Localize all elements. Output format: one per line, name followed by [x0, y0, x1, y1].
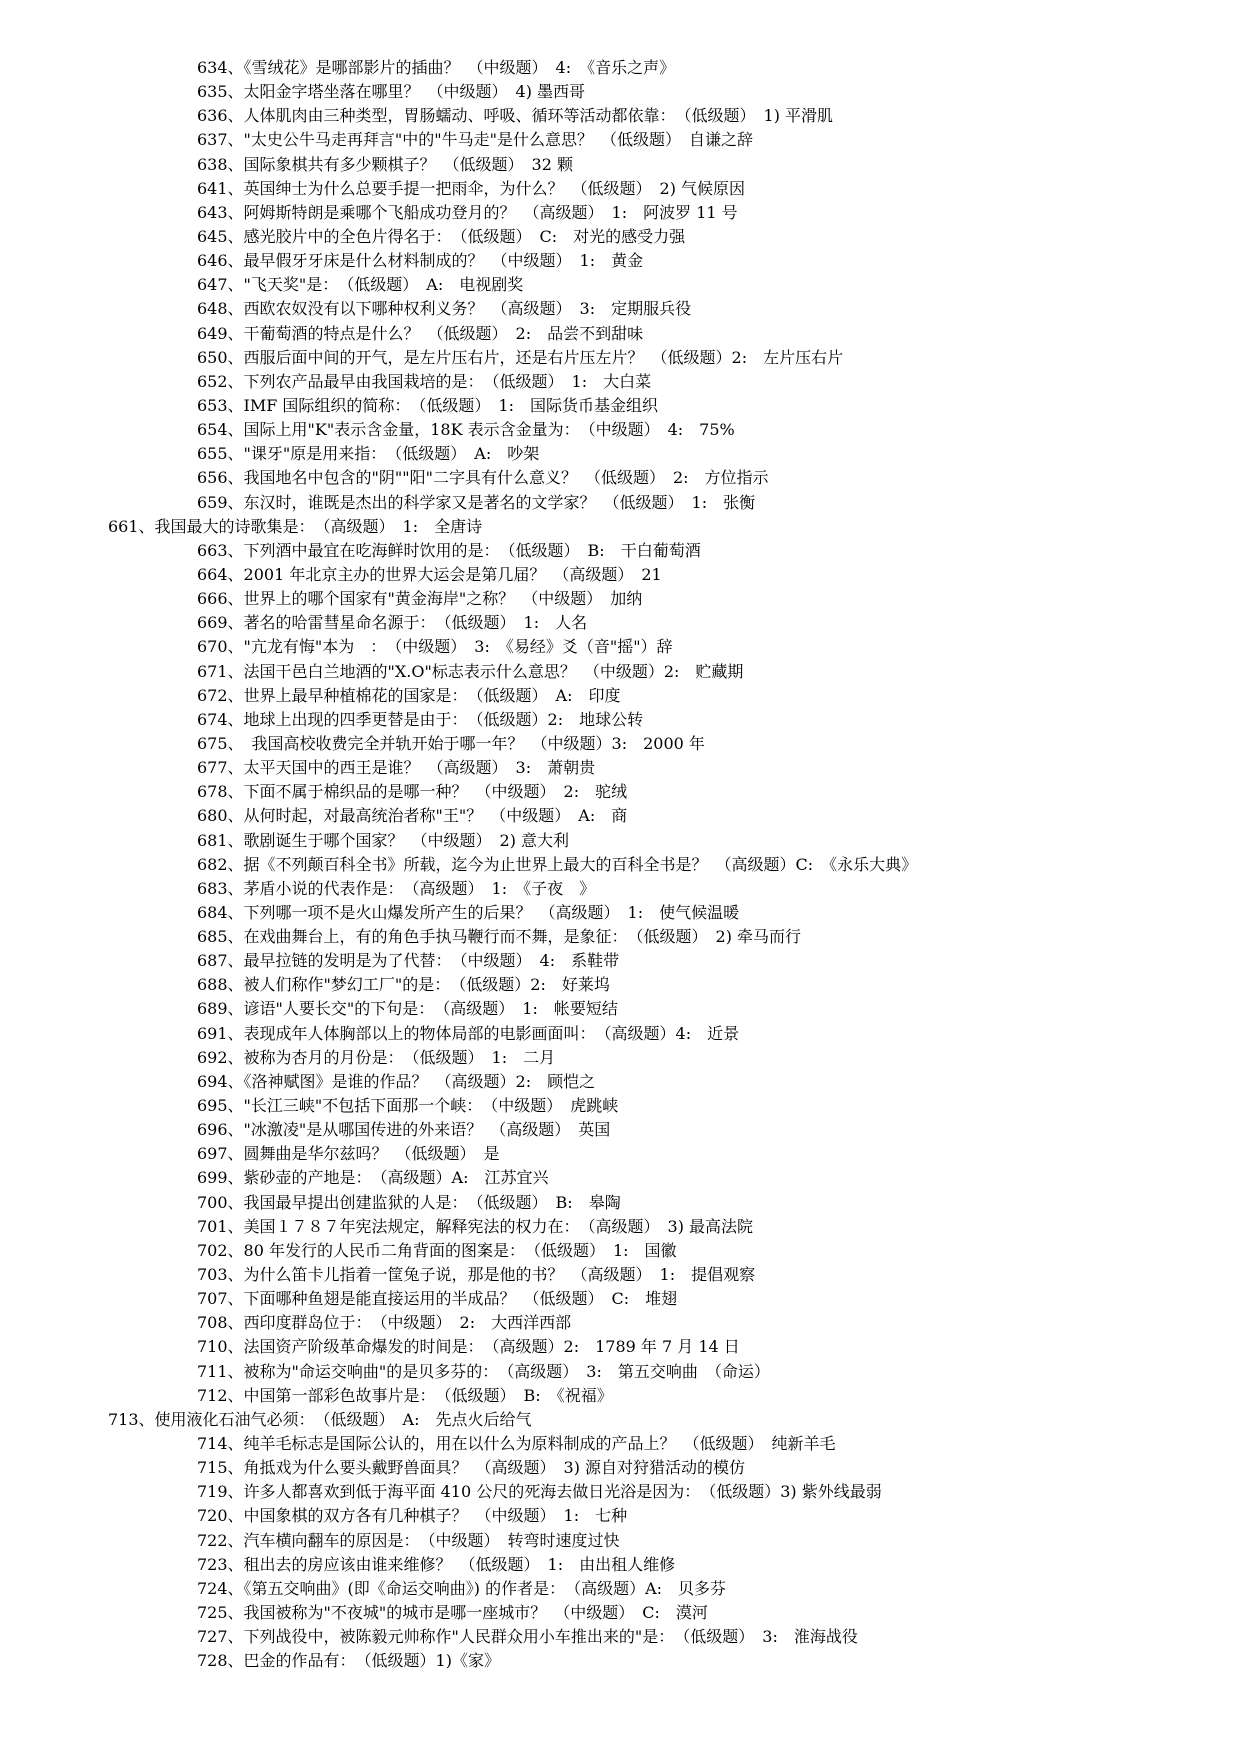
question-line: 728、巴金的作品有： （低级题）1)《家》	[197, 1651, 500, 1671]
question-line: 650、西服后面中间的开气，是左片压右片，还是右片压左片？ （低级题）2: 左片压右片	[197, 347, 844, 367]
question-line: 720、中国象棋的双方各有几种棋子？ （中级题） 1: 七种	[197, 1506, 628, 1526]
question-line: 684、下列哪一项不是火山爆发所产生的后果？ （高级题） 1: 使气候温暖	[197, 902, 740, 922]
question-line: 645、感光胶片中的全色片得名于： （低级题） C: 对光的感受力强	[197, 226, 686, 246]
question-line: 699、紫砂壶的产地是： （高级题）A: 江苏宜兴	[197, 1168, 549, 1188]
question-line: 700、我国最早提出创建监狱的人是： （低级题） B: 皋陶	[197, 1192, 621, 1212]
question-line: 711、被称为"命运交响曲"的是贝多芬的： （高级题） 3: 第五交响曲 （命运）	[197, 1361, 770, 1381]
question-line: 694、《洛神赋图》是谁的作品？ （高级题）2: 顾恺之	[197, 1071, 596, 1091]
question-line: 724、《第五交响曲》(即《命运交响曲》) 的作者是： （高级题）A: 贝多芬	[197, 1578, 727, 1598]
question-line: 649、干葡萄酒的特点是什么？ （低级题） 2: 品尝不到甜味	[197, 323, 644, 343]
question-line: 654、国际上用"K"表示含金量，18K 表示含金量为： （中级题） 4: 75%	[197, 420, 735, 440]
question-line: 687、最早拉链的发明是为了代替： （中级题） 4: 系鞋带	[197, 951, 620, 971]
question-line: 677、太平天国中的西王是谁？ （高级题） 3: 萧朝贵	[197, 758, 596, 778]
question-line: 712、中国第一部彩色故事片是： （低级题） B: 《祝福》	[197, 1385, 613, 1405]
question-line: 670、"亢龙有悔"本为 ： （中级题） 3: 《易经》爻（音"摇"）辞	[197, 637, 673, 657]
question-line: 696、"冰激凌"是从哪国传进的外来语？ （高级题） 英国	[197, 1120, 611, 1140]
question-line: 637、"太史公牛马走再拜言"中的"牛马走"是什么意思？ （低级题） 自谦之辞	[197, 130, 753, 150]
question-line: 701、美国１７８７年宪法规定，解释宪法的权力在： （高级题） 3) 最高法院	[197, 1216, 754, 1236]
question-line: 722、汽车横向翻车的原因是： （中级题） 转弯时速度过快	[197, 1530, 620, 1550]
question-line: 713、使用液化石油气必须： （低级题） A: 先点火后给气	[108, 1409, 532, 1429]
question-line: 680、从何时起，对最高统治者称"王"？ （中级题） A: 商	[197, 806, 628, 826]
question-line: 683、茅盾小说的代表作是： （高级题） 1: 《子夜 》	[197, 878, 596, 898]
question-line: 692、被称为杏月的月份是： （低级题） 1: 二月	[197, 1047, 556, 1067]
question-line: 688、被人们称作"梦幻工厂"的是： （低级题）2: 好莱坞	[197, 975, 610, 995]
question-line: 695、"长江三峡"不包括下面那一个峡： （中级题） 虎跳峡	[197, 1096, 619, 1116]
question-line: 675、 我国高校收费完全并轨开始于哪一年？ （中级题）3: 2000 年	[197, 733, 705, 753]
question-line: 641、英国绅士为什么总要手提一把雨伞，为什么？ （低级题） 2) 气候原因	[197, 178, 746, 198]
question-line: 707、下面哪种鱼翅是能直接运用的半成品？ （低级题） C: 堆翅	[197, 1289, 678, 1309]
question-line: 655、"课牙"原是用来指： （低级题） A: 吵架	[197, 444, 540, 464]
question-line: 727、下列战役中，被陈毅元帅称作"人民群众用小车推出来的"是： （低级题） 3: 淮海战役	[197, 1627, 858, 1647]
question-line: 656、我国地名中包含的"阴""阳"二字具有什么意义？ （低级题） 2: 方位指示	[197, 468, 769, 488]
question-line: 646、最早假牙牙床是什么材料制成的？ （中级题） 1: 黄金	[197, 251, 644, 271]
question-line: 710、法国资产阶级革命爆发的时间是： （高级题）2: 1789 年 7 月 14 日	[197, 1337, 740, 1357]
question-line: 664、2001 年北京主办的世界大运会是第几届？ （高级题） 21	[197, 564, 662, 584]
question-line: 643、阿姆斯特朗是乘哪个飞船成功登月的？ （高级题） 1: 阿波罗 11 号	[197, 202, 738, 222]
question-line: 663、下列酒中最宜在吃海鲜时饮用的是： （低级题） B: 干白葡萄酒	[197, 540, 701, 560]
question-line: 674、地球上出现的四季更替是由于： （低级题）2: 地球公转	[197, 709, 644, 729]
question-line: 691、表现成年人体胸部以上的物体局部的电影画面叫： （高级题）4: 近景	[197, 1023, 740, 1043]
question-line: 647、"飞天奖"是： （低级题） A: 电视剧奖	[197, 275, 524, 295]
question-line: 653、IMF 国际组织的简称： （低级题） 1: 国际货币基金组织	[197, 395, 659, 415]
question-line: 634、《雪绒花》是哪部影片的插曲？ （中级题） 4: 《音乐之声》	[197, 58, 676, 77]
question-line: 703、为什么笛卡儿指着一筐兔子说，那是他的书？ （高级题） 1: 提倡观察	[197, 1265, 756, 1285]
question-line: 685、在戏曲舞台上，有的角色手执马鞭行而不舞，是象征： （低级题） 2) 牵马而行	[197, 927, 802, 947]
question-line: 682、据《不列颠百科全书》所载，迄今为止世界上最大的百科全书是？ （高级题）C: 《永乐大典》	[197, 854, 918, 874]
question-line: 681、歌剧诞生于哪个国家？ （中级题） 2) 意大利	[197, 830, 570, 850]
question-line: 648、西欧农奴没有以下哪种权利义务？ （高级题） 3: 定期服兵役	[197, 299, 692, 319]
question-line: 659、东汉时，谁既是杰出的科学家又是著名的文学家？ （低级题） 1: 张衡	[197, 492, 756, 512]
question-line: 652、下列农产品最早由我国栽培的是： （低级题） 1: 大白菜	[197, 371, 652, 391]
question-line: 635、太阳金字塔坐落在哪里？ （中级题） 4) 墨西哥	[197, 82, 586, 102]
question-line: 697、圆舞曲是华尔兹吗？ （低级题） 是	[197, 1144, 500, 1164]
question-line: 708、西印度群岛位于： （中级题） 2: 大西洋西部	[197, 1313, 572, 1333]
question-line: 669、著名的哈雷彗星命名源于： （低级题） 1: 人名	[197, 613, 588, 633]
question-line: 723、租出去的房应该由谁来维修？ （低级题） 1: 由出租人维修	[197, 1554, 676, 1574]
document-page	[0, 56, 1241, 1673]
question-line: 714、纯羊毛标志是国际公认的，用在以什么为原料制成的产品上？ （低级题） 纯新羊毛	[197, 1434, 836, 1454]
question-line: 719、许多人都喜欢到低于海平面 410 公尺的死海去做日光浴是因为： （低级题）3) 紫外线最弱	[197, 1482, 882, 1502]
question-line: 666、世界上的哪个国家有"黄金海岸"之称？ （中级题） 加纳	[197, 589, 643, 609]
question-line: 661、我国最大的诗歌集是： （高级题） 1: 全唐诗	[108, 516, 483, 536]
question-line: 636、人体肌肉由三种类型，胃肠蠕动、呼吸、循环等活动都依靠： （低级题） 1) 平滑肌	[197, 106, 834, 126]
question-line: 678、下面不属于棉织品的是哪一种？ （中级题） 2: 驼绒	[197, 782, 628, 802]
question-line: 725、我国被称为"不夜城"的城市是哪一座城市？ （中级题） C: 漠河	[197, 1603, 708, 1622]
question-line: 638、国际象棋共有多少颗棋子？ （低级题） 32 颗	[197, 154, 573, 174]
question-line: 702、80 年发行的人民币二角背面的图案是： （低级题） 1: 国徽	[197, 1240, 677, 1260]
question-line: 689、谚语"人要长交"的下句是： （高级题） 1: 帐要短结	[197, 999, 618, 1019]
question-line: 715、角抵戏为什么要头戴野兽面具？ （高级题） 3) 源自对狩猎活动的模仿	[197, 1458, 746, 1478]
question-line: 671、法国干邑白兰地酒的"X.O"标志表示什么意思？ （中级题）2: 贮藏期	[197, 661, 744, 681]
question-line: 672、世界上最早种植棉花的国家是： （低级题） A: 印度	[197, 685, 621, 705]
